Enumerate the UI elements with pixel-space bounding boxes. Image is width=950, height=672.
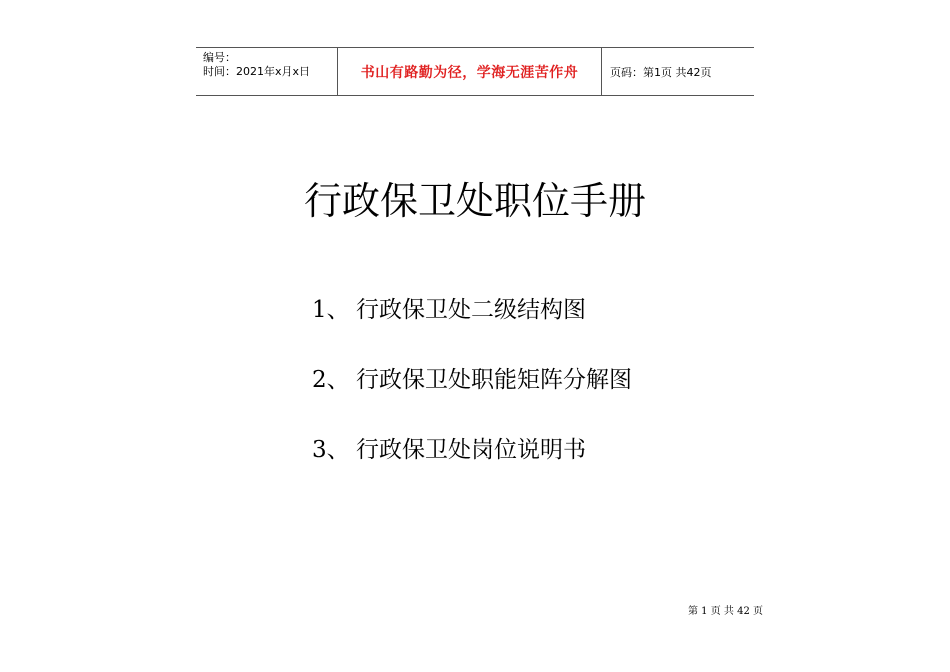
motto-text: 书山有路勤为径，学海无涯苦作舟: [360, 64, 579, 81]
toc-item-3: [312, 432, 632, 468]
page-info-cell: [602, 48, 754, 95]
toc-item-number: 2、: [312, 367, 350, 393]
toc-item-label: 行政保卫处二级结构图: [356, 297, 586, 323]
header-meta-cell: [196, 48, 338, 95]
table-of-contents: [312, 292, 632, 502]
toc-item-number: 1、: [312, 297, 350, 323]
document-title: 行政保卫处职位手册: [303, 179, 646, 223]
time-label: 时间：2021年x月x日: [203, 65, 311, 78]
header-table: [196, 47, 754, 96]
toc-item-label: 行政保卫处岗位说明书: [356, 437, 586, 463]
toc-item-2: [312, 362, 632, 398]
toc-item-number: 3、: [312, 437, 350, 463]
toc-item-1: [312, 292, 632, 328]
motto-cell: [338, 48, 602, 95]
code-label: 编号：: [203, 51, 236, 64]
toc-item-label: 行政保卫处职能矩阵分解图: [356, 367, 632, 393]
page-footer: 第 1 页 共 42 页: [688, 606, 763, 617]
page-info-text: 页码：第1页 共42页: [610, 65, 712, 79]
